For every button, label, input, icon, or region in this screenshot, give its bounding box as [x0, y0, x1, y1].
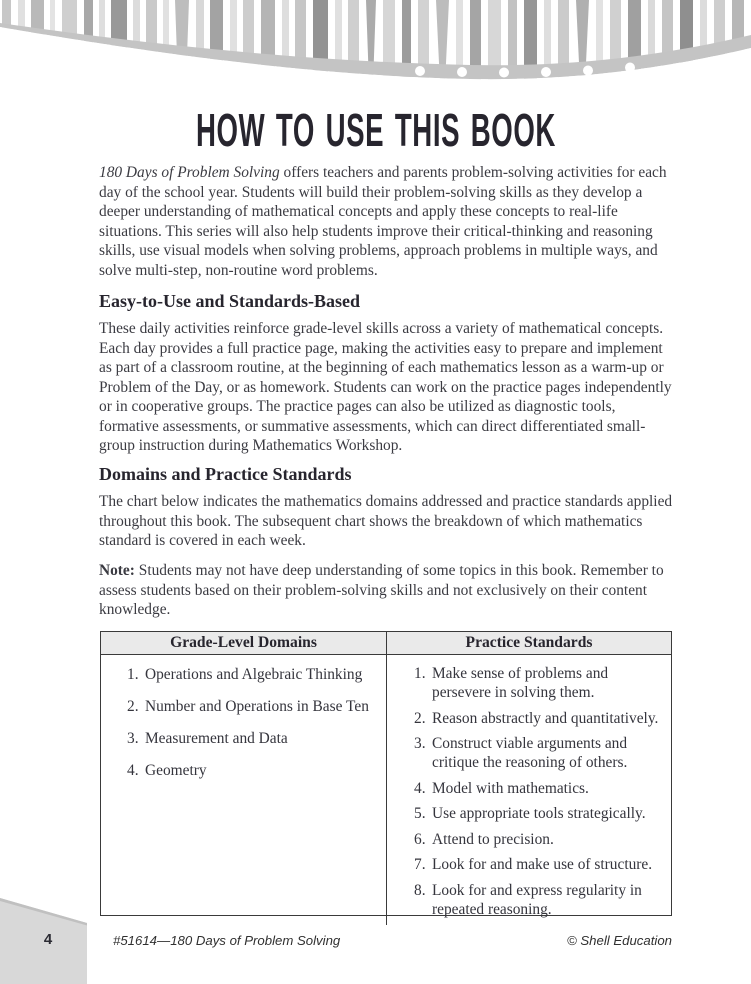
standard-item: [414, 830, 663, 849]
standard-item-text: Use appropriate tools strategically.: [432, 805, 646, 822]
domain-item-number: 4.: [127, 762, 139, 779]
standard-item: [414, 804, 663, 823]
section-body-domains: The chart below indicates the mathematics domains addressed and practice standards applied throughout this book. The subsequent chart shows the breakdown of which mathematics standard is covered in each week.: [99, 493, 673, 549]
domain-item: [127, 665, 380, 684]
domain-item: [127, 761, 380, 780]
standard-item-number: 2.: [414, 709, 426, 727]
standard-item-number: 7.: [414, 856, 426, 873]
standards-cell: [387, 655, 671, 925]
standard-item-number: 8.: [414, 881, 426, 899]
standard-item: [414, 734, 663, 772]
section-heading-domains: Domains and Practice Standards: [99, 464, 352, 484]
section-body-easy-to-use: These daily activities reinforce grade-level skills across a variety of mathematical concepts. Each day provides a full practice page, making the activities easy to prepare and implement as part of a classroom routine, at the beginning of each mathematics lesson as a warm-up or Problem of the Day, or as homework. Students can work on the practice pages independently or in cooperative groups. The practice pages can also be utilized as diagnostic tools, formative assessments, or summative assessments, which can direct differentiated small-group instruction during Mathematics Workshop.: [99, 320, 672, 454]
standard-item: [414, 664, 663, 702]
standard-item-text: Reason abstractly and quantitatively.: [432, 709, 659, 727]
standard-item-number: 4.: [414, 779, 426, 797]
standard-item: [414, 855, 663, 874]
table-header-grade-level-domains: Grade-Level Domains: [101, 632, 387, 654]
note-text: Students may not have deep understanding of some topics in this book. Remember to assess students based on their problem-solving skills and not exclusively on their content knowledge.: [99, 562, 664, 618]
book-series-name: 180 Days of Problem Solving: [99, 164, 280, 181]
standard-item-text: Model with mathematics.: [432, 779, 589, 797]
intro-paragraph-text: offers teachers and parents problem-solving activities for each day of the school year. Students will build their problem-solving skills as they develop a deeper understanding of mathematical concepts and apply these concepts to real-life situations. This series will also help students improve their critical-thinking and reasoning skills, use visual models when solving problems, approach problems in multiple ways, and solve multi-step, non-routine word problems.: [99, 164, 667, 279]
standard-item-text: Make sense of problems and persevere in solving them.: [432, 665, 609, 701]
domain-item: [127, 729, 380, 748]
footer-book-id: #51614—180 Days of Problem Solving: [113, 933, 341, 948]
domain-item: [127, 697, 380, 716]
note-label: Note:: [99, 562, 135, 579]
domain-item-text: Number and Operations in Base Ten: [145, 698, 369, 715]
intro-paragraph: [99, 163, 677, 280]
domain-item-number: 3.: [127, 730, 139, 747]
page-number: 4: [43, 931, 53, 948]
domain-item-number: 2.: [127, 698, 139, 715]
standard-item-number: 6.: [414, 830, 426, 848]
standard-item-number: 1.: [414, 665, 426, 682]
standard-item-number: 5.: [414, 805, 426, 822]
standard-item: [414, 881, 663, 919]
standard-item-text: Attend to precision.: [432, 830, 554, 848]
table-header-practice-standards: Practice Standards: [387, 632, 671, 654]
domain-item-text: Measurement and Data: [145, 730, 288, 747]
domains-standards-table: [100, 631, 672, 916]
standard-item-text: Look for and express regularity in repeated reasoning.: [432, 881, 642, 918]
page-title: [0, 103, 751, 157]
table-body-row: [101, 655, 671, 918]
domain-item-number: 1.: [127, 666, 139, 683]
standard-item: [414, 709, 663, 728]
domain-item-text: Geometry: [145, 762, 207, 779]
top-border-decoration: [0, 0, 751, 92]
footer-copyright: © Shell Education: [566, 933, 672, 948]
standard-item-text: Look for and make use of structure.: [432, 856, 653, 873]
note-paragraph: [99, 561, 677, 620]
table-header-row: [101, 632, 671, 655]
standard-item-number: 3.: [414, 735, 426, 752]
standard-item: [414, 779, 663, 798]
standard-item-text: Construct viable arguments and critique the reasoning of others.: [432, 735, 628, 771]
page-title-text: HOW TO USE THIS BOOK: [195, 104, 556, 156]
domain-item-text: Operations and Algebraic Thinking: [145, 666, 363, 683]
section-heading-easy-to-use: Easy-to-Use and Standards-Based: [99, 291, 361, 311]
domains-cell: [101, 655, 387, 925]
